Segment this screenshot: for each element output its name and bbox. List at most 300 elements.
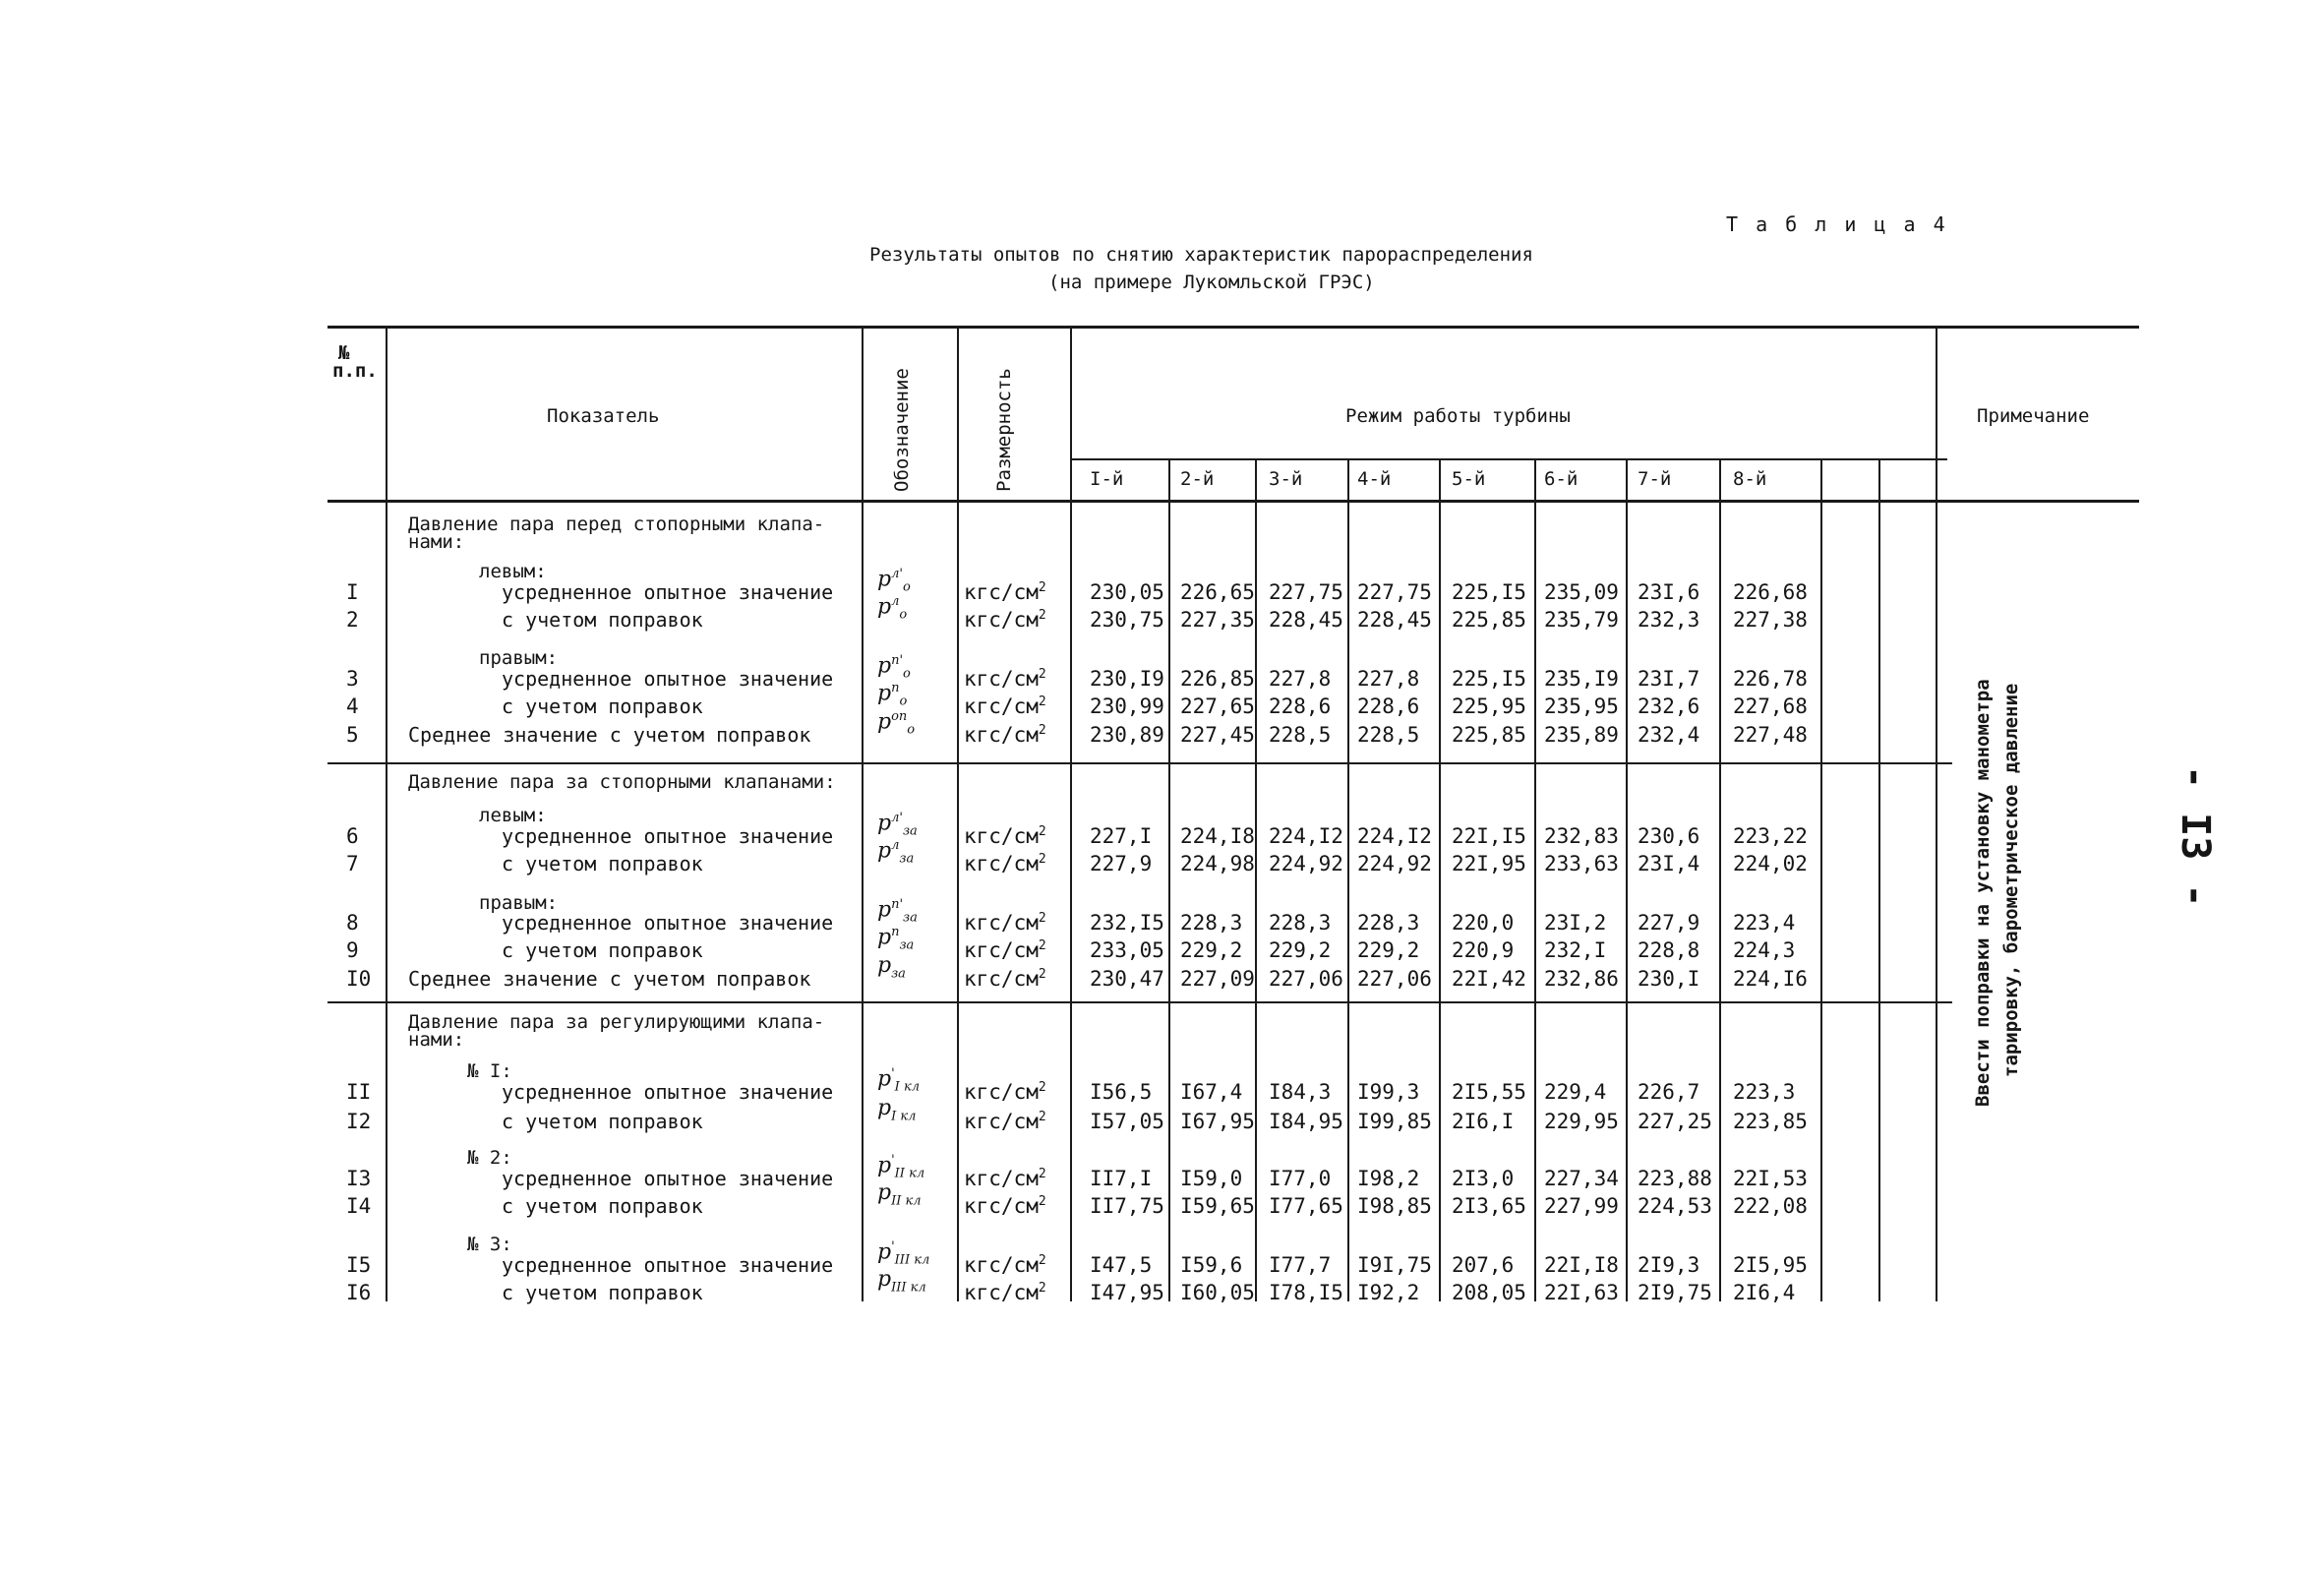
row-unit (964, 1253, 1046, 1277)
subheader-right-1: правым: (479, 647, 559, 669)
row-value-mode-7: 2I9,3 (1638, 1253, 1700, 1277)
row-value-mode-6: 235,89 (1544, 723, 1619, 747)
header-num-sign: № (338, 342, 350, 364)
row-value-mode-4: I99,3 (1357, 1080, 1420, 1104)
symbol-subscript: о (907, 722, 916, 738)
row-symbol (877, 1153, 924, 1181)
row-number: I (346, 580, 359, 604)
symbol-subscript: о (902, 579, 911, 595)
row-label: усредненное опытное значение (502, 667, 834, 691)
col-sep-m5 (1534, 458, 1536, 1301)
unit-exponent: 2 (1038, 608, 1046, 623)
row-symbol (877, 925, 914, 953)
unit-exponent: 2 (1038, 1167, 1046, 1181)
row-value-mode-1: 230,05 (1090, 580, 1164, 604)
symbol-subscript: о (899, 607, 908, 623)
row-value-mode-7: 232,4 (1638, 723, 1700, 747)
unit-base: кгс/см (964, 1253, 1039, 1277)
row-value-mode-1: 232,I5 (1090, 911, 1164, 935)
row-value-mode-2: 226,85 (1180, 667, 1255, 691)
row-symbol (877, 653, 911, 682)
row-value-mode-3: I77,65 (1269, 1194, 1343, 1218)
row-symbol (877, 838, 914, 867)
subheader-left-1: левым: (479, 561, 547, 582)
row-value-mode-6: 232,I (1544, 938, 1607, 962)
row-value-mode-3: I78,I5 (1269, 1281, 1343, 1304)
row-symbol (877, 709, 915, 738)
row-symbol (877, 1180, 922, 1208)
unit-exponent: 2 (1038, 1194, 1046, 1209)
section-title-3 (408, 1013, 824, 1049)
symbol-base: p (877, 709, 892, 735)
row-value-mode-2: 227,45 (1180, 723, 1255, 747)
row-value-mode-4: 228,3 (1357, 911, 1420, 935)
row-value-mode-1: 230,75 (1090, 608, 1164, 632)
symbol-superscript: л' (891, 567, 903, 581)
col-sep-m6 (1626, 458, 1628, 1301)
row-number: 3 (346, 667, 359, 691)
symbol-superscript: ' (891, 1066, 895, 1081)
row-value-mode-7: 227,9 (1638, 911, 1700, 935)
row-number: II (346, 1080, 372, 1104)
unit-base: кгс/см (964, 1110, 1039, 1133)
row-value-mode-3: 227,06 (1269, 967, 1343, 991)
section-title-3-line2: нами: (408, 1029, 465, 1051)
unit-exponent: 2 (1038, 1080, 1046, 1095)
row-label: Среднее значение с учетом поправок (408, 723, 811, 747)
row-value-mode-3: 224,I2 (1269, 824, 1343, 848)
unit-exponent: 2 (1038, 824, 1046, 839)
row-value-mode-5: 208,05 (1452, 1281, 1526, 1304)
row-value-mode-1: 227,9 (1090, 852, 1153, 875)
subheader-valve-1: № I: (467, 1060, 512, 1082)
row-value-mode-2: I60,05 (1180, 1281, 1255, 1304)
row-value-mode-1: 230,99 (1090, 694, 1164, 718)
note-text-line2: тарировку, барометрическое давление (2000, 683, 2022, 1077)
row-unit (964, 911, 1046, 935)
row-value-mode-1: I47,5 (1090, 1253, 1153, 1277)
header-indicator: Показатель (547, 405, 660, 427)
row-value-mode-5: 225,85 (1452, 608, 1526, 632)
header-symbol: Обозначение (891, 368, 913, 492)
row-symbol (877, 567, 911, 595)
row-value-mode-4: I98,85 (1357, 1194, 1432, 1218)
symbol-base: p (877, 567, 892, 592)
row-value-mode-2: 227,09 (1180, 967, 1255, 991)
row-label: усредненное опытное значение (502, 580, 834, 604)
symbol-base: p (877, 953, 892, 978)
symbol-superscript: ' (891, 1239, 895, 1254)
unit-base: кгс/см (964, 1167, 1039, 1190)
subheader-valve-3: № 3: (467, 1234, 512, 1255)
row-value-mode-3: I77,0 (1269, 1167, 1332, 1190)
row-value-mode-4: 227,8 (1357, 667, 1420, 691)
col-sep-dimension (1070, 326, 1072, 1301)
row-value-mode-6: 235,I9 (1544, 667, 1619, 691)
unit-exponent: 2 (1038, 1281, 1046, 1296)
row-unit (964, 938, 1046, 962)
row-label: с учетом поправок (502, 1110, 703, 1133)
unit-base: кгс/см (964, 580, 1039, 604)
row-value-mode-8: 223,22 (1733, 824, 1808, 848)
subheader-right-2: правым: (479, 892, 559, 914)
row-value-mode-2: 224,I8 (1180, 824, 1255, 848)
row-value-mode-7: 23I,7 (1638, 667, 1700, 691)
row-value-mode-7: 228,8 (1638, 938, 1700, 962)
modes-subheader-rule (1072, 458, 1947, 460)
symbol-base: p (877, 925, 892, 950)
row-unit (964, 1167, 1046, 1190)
row-value-mode-8: 227,38 (1733, 608, 1808, 632)
col-sep-m1 (1168, 458, 1170, 1301)
mode-header-4: 4-й (1357, 468, 1392, 490)
row-value-mode-5: 220,9 (1452, 938, 1515, 962)
row-value-mode-3: 227,75 (1269, 580, 1343, 604)
row-value-mode-6: 232,86 (1544, 967, 1619, 991)
row-value-mode-6: 232,83 (1544, 824, 1619, 848)
row-unit (964, 1194, 1046, 1218)
row-value-mode-7: 23I,4 (1638, 852, 1700, 875)
row-value-mode-4: 224,92 (1357, 852, 1432, 875)
row-value-mode-4: 229,2 (1357, 938, 1420, 962)
symbol-base: p (877, 681, 892, 706)
row-value-mode-1: I56,5 (1090, 1080, 1153, 1104)
mode-header-1: I-й (1090, 468, 1124, 490)
symbol-subscript: I кл (891, 1109, 917, 1124)
row-value-mode-5: 2I5,55 (1452, 1080, 1526, 1104)
row-value-mode-8: 223,85 (1733, 1110, 1808, 1133)
row-value-mode-8: 226,78 (1733, 667, 1808, 691)
row-value-mode-6: 22I,I8 (1544, 1253, 1619, 1277)
row-value-mode-5: 207,6 (1452, 1253, 1515, 1277)
section-title-3-line1: Давление пара за регулирующими клапа- (408, 1011, 825, 1033)
symbol-superscript: оп (891, 709, 908, 724)
unit-base: кгс/см (964, 852, 1039, 875)
row-value-mode-4: 227,06 (1357, 967, 1432, 991)
row-value-mode-7: 2I9,75 (1638, 1281, 1712, 1304)
unit-exponent: 2 (1038, 967, 1046, 982)
row-unit (964, 1110, 1046, 1133)
row-label: с учетом поправок (502, 1281, 703, 1304)
row-value-mode-7: 230,I (1638, 967, 1700, 991)
header-bottom-rule (328, 500, 2139, 503)
symbol-subscript: III кл (894, 1252, 930, 1268)
symbol-base: p (877, 1239, 892, 1265)
unit-base: кгс/см (964, 1194, 1039, 1218)
col-sep-symbol (957, 326, 959, 1301)
symbol-base: p (877, 1180, 892, 1205)
row-value-mode-5: 22I,95 (1452, 852, 1526, 875)
row-label: с учетом поправок (502, 852, 703, 875)
symbol-superscript: ' (891, 1153, 895, 1168)
row-value-mode-1: I57,05 (1090, 1110, 1164, 1133)
row-value-mode-6: 229,4 (1544, 1080, 1607, 1104)
row-value-mode-8: 227,48 (1733, 723, 1808, 747)
col-sep-m7 (1719, 458, 1721, 1301)
table-title-line1: Результаты опытов по снятию характеристик парораспределения (869, 244, 1533, 266)
row-value-mode-8: 22I,53 (1733, 1167, 1808, 1190)
row-symbol (877, 1239, 929, 1268)
row-value-mode-4: I99,85 (1357, 1110, 1432, 1133)
symbol-superscript: л (891, 838, 900, 853)
row-value-mode-7: 224,53 (1638, 1194, 1712, 1218)
symbol-base: p (877, 1153, 892, 1178)
row-value-mode-8: 2I5,95 (1733, 1253, 1808, 1277)
row-value-mode-4: 228,5 (1357, 723, 1420, 747)
row-value-mode-2: I59,6 (1180, 1253, 1243, 1277)
symbol-subscript: I кл (894, 1079, 920, 1095)
row-number: 6 (346, 824, 359, 848)
row-value-mode-6: 227,99 (1544, 1194, 1619, 1218)
row-value-mode-1: 230,47 (1090, 967, 1164, 991)
row-value-mode-2: I67,95 (1180, 1110, 1255, 1133)
row-value-mode-8: 222,08 (1733, 1194, 1808, 1218)
row-value-mode-8: 226,68 (1733, 580, 1808, 604)
row-label: усредненное опытное значение (502, 911, 834, 935)
row-label: усредненное опытное значение (502, 1253, 834, 1277)
row-unit (964, 967, 1046, 991)
row-value-mode-6: 229,95 (1544, 1110, 1619, 1133)
row-label: с учетом поправок (502, 1194, 703, 1218)
table-title-line2: (на примере Лукомльской ГРЭС) (1048, 272, 1375, 293)
unit-exponent: 2 (1038, 1110, 1046, 1124)
row-value-mode-3: 228,6 (1269, 694, 1332, 718)
row-value-mode-1: I47,95 (1090, 1281, 1164, 1304)
row-symbol (877, 1096, 916, 1123)
row-value-mode-3: 228,45 (1269, 608, 1343, 632)
row-value-mode-1: II7,I (1090, 1167, 1153, 1190)
symbol-subscript: о (903, 666, 911, 682)
unit-exponent: 2 (1038, 1253, 1046, 1268)
col-sep-m3 (1347, 458, 1349, 1301)
row-unit (964, 852, 1046, 875)
row-value-mode-7: 227,25 (1638, 1110, 1712, 1133)
row-value-mode-7: 223,88 (1638, 1167, 1712, 1190)
header-note: Примечание (1977, 405, 2090, 427)
row-value-mode-3: 229,2 (1269, 938, 1332, 962)
symbol-subscript: за (891, 966, 906, 982)
row-value-mode-4: I98,2 (1357, 1167, 1420, 1190)
unit-base: кгс/см (964, 1281, 1039, 1304)
subheader-left-2: левым: (479, 805, 547, 826)
symbol-subscript: III кл (891, 1280, 926, 1296)
row-value-mode-4: I9I,75 (1357, 1253, 1432, 1277)
row-value-mode-2: 227,65 (1180, 694, 1255, 718)
row-symbol (877, 1066, 920, 1095)
row-value-mode-6: 233,63 (1544, 852, 1619, 875)
unit-base: кгс/см (964, 667, 1039, 691)
row-number: 9 (346, 938, 359, 962)
header-num-abbr: п.п. (332, 360, 378, 382)
unit-base: кгс/см (964, 824, 1039, 848)
section1-rule (328, 762, 1952, 764)
unit-base: кгс/см (964, 723, 1039, 747)
row-number: 5 (346, 723, 359, 747)
row-label: с учетом поправок (502, 694, 703, 718)
row-value-mode-7: 226,7 (1638, 1080, 1700, 1104)
row-value-mode-3: 224,92 (1269, 852, 1343, 875)
table-top-rule (328, 326, 2139, 329)
row-value-mode-1: 230,89 (1090, 723, 1164, 747)
row-unit (964, 608, 1046, 632)
row-label: усредненное опытное значение (502, 824, 834, 848)
row-value-mode-8: 224,3 (1733, 938, 1796, 962)
unit-exponent: 2 (1038, 938, 1046, 953)
row-value-mode-3: I84,95 (1269, 1110, 1343, 1133)
row-unit (964, 580, 1046, 604)
row-number: I6 (346, 1281, 372, 1304)
row-number: 2 (346, 608, 359, 632)
row-value-mode-5: 220,0 (1452, 911, 1515, 935)
row-value-mode-3: 227,8 (1269, 667, 1332, 691)
row-value-mode-2: 224,98 (1180, 852, 1255, 875)
page-number: - I3 - (2173, 765, 2218, 908)
row-number: I2 (346, 1110, 372, 1133)
row-value-mode-8: 224,02 (1733, 852, 1808, 875)
unit-base: кгс/см (964, 608, 1039, 632)
row-value-mode-5: 225,I5 (1452, 580, 1526, 604)
row-value-mode-5: 22I,42 (1452, 967, 1526, 991)
symbol-subscript: II кл (894, 1166, 925, 1181)
row-value-mode-2: 228,3 (1180, 911, 1243, 935)
row-number: 7 (346, 852, 359, 875)
symbol-superscript: п (891, 925, 900, 939)
symbol-subscript: за (903, 910, 918, 926)
symbol-subscript: за (902, 823, 918, 839)
mode-header-5: 5-й (1452, 468, 1486, 490)
row-value-mode-5: 2I3,65 (1452, 1194, 1526, 1218)
row-value-mode-4: I92,2 (1357, 1281, 1420, 1304)
header-modes-group: Режим работы турбины (1345, 405, 1571, 427)
row-value-mode-5: 225,I5 (1452, 667, 1526, 691)
row-value-mode-2: 226,65 (1180, 580, 1255, 604)
row-number: I0 (346, 967, 372, 991)
section2-rule (328, 1001, 1952, 1003)
row-value-mode-4: 224,I2 (1357, 824, 1432, 848)
row-label: усредненное опытное значение (502, 1080, 834, 1104)
unit-base: кгс/см (964, 967, 1039, 991)
row-value-mode-5: 225,85 (1452, 723, 1526, 747)
row-value-mode-8: 224,I6 (1733, 967, 1808, 991)
symbol-base: p (877, 594, 892, 620)
row-value-mode-6: 23I,2 (1544, 911, 1607, 935)
table-caption: Т а б л и ц а 4 (1726, 212, 1948, 236)
symbol-base: p (877, 838, 892, 864)
row-unit (964, 723, 1046, 747)
unit-base: кгс/см (964, 694, 1039, 718)
row-value-mode-7: 23I,6 (1638, 580, 1700, 604)
row-label: усредненное опытное значение (502, 1167, 834, 1190)
row-value-mode-6: 235,09 (1544, 580, 1619, 604)
row-unit (964, 667, 1046, 691)
row-value-mode-8: 223,3 (1733, 1080, 1796, 1104)
col-sep-num (386, 326, 387, 1301)
row-value-mode-5: 225,95 (1452, 694, 1526, 718)
row-value-mode-1: II7,75 (1090, 1194, 1164, 1218)
row-value-mode-4: 228,6 (1357, 694, 1420, 718)
row-symbol (877, 897, 918, 926)
row-number: 4 (346, 694, 359, 718)
symbol-base: p (877, 653, 892, 679)
unit-exponent: 2 (1038, 580, 1046, 595)
symbol-superscript: п (891, 681, 900, 695)
row-value-mode-8: 227,68 (1733, 694, 1808, 718)
row-value-mode-6: 235,95 (1544, 694, 1619, 718)
mode-header-7: 7-й (1638, 468, 1672, 490)
unit-exponent: 2 (1038, 667, 1046, 682)
symbol-superscript: л' (891, 811, 903, 825)
symbol-subscript: за (899, 851, 915, 867)
row-symbol (877, 811, 918, 839)
row-value-mode-7: 230,6 (1638, 824, 1700, 848)
symbol-subscript: II кл (891, 1193, 922, 1209)
header-num (332, 344, 378, 380)
row-value-mode-6: 235,79 (1544, 608, 1619, 632)
row-value-mode-1: 233,05 (1090, 938, 1164, 962)
symbol-base: p (877, 897, 892, 923)
row-value-mode-4: 227,75 (1357, 580, 1432, 604)
section-title-2 (408, 773, 836, 791)
section-title-1-line1: Давление пара перед стопорными клапа- (408, 513, 825, 535)
row-value-mode-2: 227,35 (1180, 608, 1255, 632)
symbol-base: p (877, 1096, 892, 1120)
section-title-2-line1: Давление пара за стопорными клапанами: (408, 771, 836, 793)
row-value-mode-8: 2I6,4 (1733, 1281, 1796, 1304)
row-value-mode-2: I67,4 (1180, 1080, 1243, 1104)
row-label: с учетом поправок (502, 608, 703, 632)
section-title-1-line2: нами: (408, 531, 465, 553)
row-number: I4 (346, 1194, 372, 1218)
mode-header-6: 6-й (1544, 468, 1579, 490)
row-value-mode-1: 230,I9 (1090, 667, 1164, 691)
row-unit (964, 694, 1046, 718)
row-value-mode-5: 22I,I5 (1452, 824, 1526, 848)
row-value-mode-3: I77,7 (1269, 1253, 1332, 1277)
unit-exponent: 2 (1038, 911, 1046, 926)
row-value-mode-8: 223,4 (1733, 911, 1796, 935)
symbol-superscript: п' (891, 653, 904, 668)
row-value-mode-6: 227,34 (1544, 1167, 1619, 1190)
row-value-mode-5: 2I3,0 (1452, 1167, 1515, 1190)
row-number: I5 (346, 1253, 372, 1277)
note-text-line1: Ввести поправки на установку манометра (1972, 679, 1994, 1107)
col-sep-m2 (1255, 458, 1257, 1301)
col-sep-m4 (1439, 458, 1441, 1301)
col-sep-m9 (1878, 458, 1880, 1301)
row-symbol (877, 1267, 926, 1295)
row-number: I3 (346, 1167, 372, 1190)
subheader-valve-2: № 2: (467, 1147, 512, 1169)
section-title-1 (408, 515, 824, 551)
row-value-mode-7: 232,6 (1638, 694, 1700, 718)
unit-base: кгс/см (964, 911, 1039, 935)
row-value-mode-2: I59,65 (1180, 1194, 1255, 1218)
unit-exponent: 2 (1038, 723, 1046, 738)
symbol-superscript: п' (891, 897, 904, 912)
row-value-mode-3: I84,3 (1269, 1080, 1332, 1104)
row-value-mode-2: 229,2 (1180, 938, 1243, 962)
row-value-mode-3: 228,5 (1269, 723, 1332, 747)
symbol-subscript: за (899, 937, 915, 953)
header-dimension: Размерность (993, 368, 1015, 492)
symbol-subscript: о (899, 694, 908, 709)
row-unit (964, 824, 1046, 848)
mode-header-2: 2-й (1180, 468, 1215, 490)
symbol-superscript: л (891, 594, 900, 609)
row-label: с учетом поправок (502, 938, 703, 962)
row-value-mode-1: 227,I (1090, 824, 1153, 848)
row-symbol (877, 681, 907, 709)
